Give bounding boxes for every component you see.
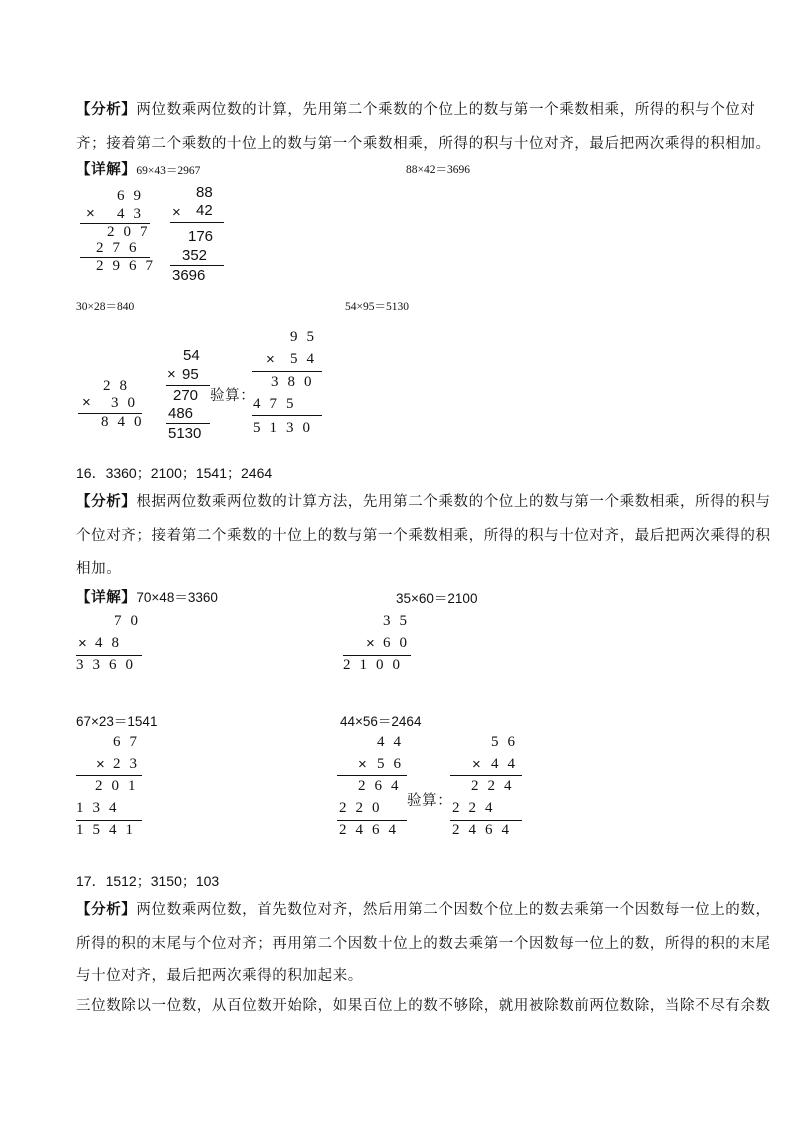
calc-partial: 380 [271,374,321,390]
calc-line [450,820,522,821]
analysis-text-line: 个位对齐；接着第二个乘数的十位上的数与第一个乘数相乘，所得的积与十位对齐，最后把两次乘得的积 [76,528,771,544]
calc-partial: 276 [96,240,146,256]
calc-result: 2464 [339,822,405,838]
calc-line [252,371,322,372]
analysis-paragraph-16 [76,490,771,511]
multiply-sign: × [172,204,181,221]
calc-line [337,775,407,776]
multiply-sign: × [82,394,91,411]
equation: 67×23＝1541 [76,714,158,729]
calc-partial: 134 [76,800,126,816]
calc-result: 5130 [168,425,202,442]
analysis-text-line: 三位数除以一位数，从百位数开始除，如果百位上的数不够除，就用被除数前两位数除，当除不尽有余数 [76,998,771,1014]
multiply-sign: × [366,635,375,652]
analysis-paragraph-17 [76,898,771,919]
calc-partial: 270 [173,387,199,404]
equation: 88×42＝3696 [406,164,470,176]
analysis-text-line: 与十位对齐，最后把两次乘得的积加起来。 [76,968,363,984]
calc-partial: 207 [107,224,157,240]
detail-tag: 【详解】 [76,589,137,606]
calc-partial: 224 [452,800,502,816]
calc-multiplier: 54 [290,351,323,367]
calc-multiplicand: 69 [117,188,150,204]
analysis-paragraph-15 [76,98,756,119]
calc-line [343,655,411,656]
calc-multiplier: 44 [491,756,524,772]
calc-line [76,820,142,821]
calc-result: 840 [101,414,151,430]
calc-result: 5130 [253,420,319,436]
analysis-text-line: 根据两位数乘两位数的计算方法，先用第二个乘数的个位上的数与第一个乘数相乘，所得的积与 [136,494,771,510]
equation: 35×60＝2100 [396,591,478,606]
calc-result: 2967 [96,258,162,274]
calc-result: 3696 [172,267,206,284]
calc-result: 1541 [76,822,142,838]
calc-multiplier: 60 [383,635,416,651]
calc-line [76,775,142,776]
equation: 54×95＝5130 [345,301,409,313]
detail-row-16 [76,586,218,607]
analysis-text-line: 两位数乘两位数的计算，先用第二个乘数的个位上的数与第一个乘数相乘，所得的积与个位对 [136,102,756,118]
multiply-sign: × [266,351,275,368]
calc-multiplicand: 67 [113,734,146,750]
multiply-sign: × [86,205,95,222]
equation: 44×56＝2464 [340,714,422,729]
calc-line [450,775,522,776]
calc-multiplicand: 70 [114,613,147,629]
check-label: 验算： [210,388,256,404]
detail-tag: 【详解】 [76,161,137,178]
calc-multiplier: 43 [117,206,150,222]
calc-multiplicand: 54 [183,347,200,364]
calc-multiplier: 30 [111,395,144,411]
calc-partial: 264 [358,778,408,794]
analysis-tag: 【分析】 [76,493,137,510]
calc-line [76,655,142,656]
analysis-text-line: 齐；接着第二个乘数的十位上的数与第一个乘数相乘，所得的积与十位对齐，最后把两次乘得的积相加。 [76,136,771,152]
analysis-text-line: 相加。 [76,561,122,577]
multiply-sign: × [78,635,87,652]
calc-multiplier: 23 [113,756,146,772]
calc-partial: 475 [253,396,303,412]
answer-header-17: 17．1512；3150；103 [76,873,220,889]
calc-result: 2464 [452,822,518,838]
multiply-sign: × [358,756,367,773]
analysis-text-line: 两位数乘两位数，首先数位对齐，然后用第二个因数个位上的数去乘第一个因数每一位上的数， [136,902,771,918]
calc-result: 3360 [76,657,142,673]
calc-line [170,222,224,223]
analysis-tag: 【分析】 [76,101,137,118]
answer-header-16: 16．3360；2100；1541；2464 [76,465,273,481]
calc-multiplier: 42 [196,202,213,219]
multiply-sign: × [472,756,481,773]
detail-row-15 [76,158,200,179]
calc-result: 2100 [343,657,409,673]
calc-partial: 176 [188,228,214,245]
calc-multiplicand: 95 [290,329,323,345]
calc-partial: 486 [168,405,194,422]
calc-partial: 224 [471,778,521,794]
calc-line [166,385,210,386]
calc-multiplicand: 35 [383,613,416,629]
calc-multiplicand: 88 [196,184,213,201]
multiply-sign: × [167,366,176,383]
calc-multiplier: 48 [95,635,128,651]
calc-line [166,423,210,424]
check-label: 验算： [407,793,453,809]
calc-multiplier: 56 [377,756,410,772]
calc-partial: 201 [95,778,145,794]
calc-partial: 352 [182,247,208,264]
calc-line [337,820,407,821]
calc-multiplicand: 28 [103,378,136,394]
calc-multiplicand: 56 [491,734,524,750]
equation: 70×48＝3360 [136,590,218,605]
equation: 69×43＝2967 [136,165,201,177]
multiply-sign: × [96,756,105,773]
calc-multiplicand: 44 [377,734,410,750]
calc-multiplier: 95 [182,366,199,383]
calc-partial: 220 [339,800,389,816]
analysis-tag: 【分析】 [76,901,137,918]
analysis-text-line: 所得的积的末尾与个位对齐；再用第二个因数十位上的数去乘第一个因数每一位上的数，所得的积的末尾 [76,936,771,952]
equation: 30×28＝840 [76,301,135,313]
calc-line [252,415,322,416]
calc-line [170,265,224,266]
